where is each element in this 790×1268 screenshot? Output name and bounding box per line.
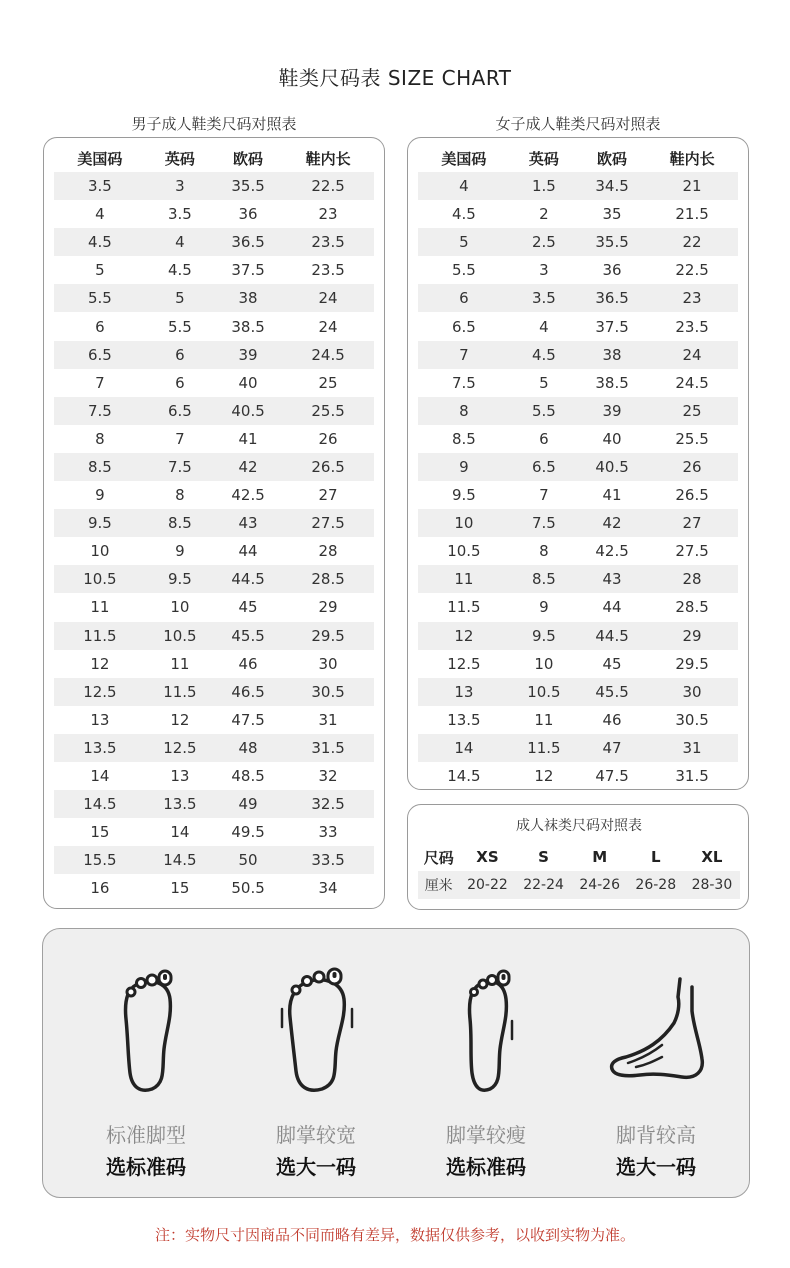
uk-size-cell: 11 [170, 654, 190, 673]
inner-length-cell: 28 [646, 565, 738, 593]
us-size-cell: 5.5 [451, 261, 476, 280]
eu-size-cell: 36 [602, 261, 622, 280]
inner-length-cell: 24.5 [282, 341, 374, 369]
eu-size-cell: 35.5 [578, 228, 646, 256]
us-size-cell: 13.5 [54, 734, 146, 762]
eu-size-cell: 44.5 [578, 622, 646, 650]
table-row [54, 650, 374, 678]
us-size-cell: 14 [418, 734, 510, 762]
inner-length-cell: 32.5 [282, 790, 374, 818]
inner-length-cell: 26.5 [282, 453, 374, 481]
uk-size-cell: 6 [146, 341, 214, 369]
table-row [418, 593, 738, 621]
table-row [54, 706, 374, 734]
uk-size-cell: 10 [534, 654, 554, 673]
socks-range-s: 22-24 [516, 871, 572, 899]
uk-size-cell: 9 [539, 598, 549, 617]
inner-length-cell: 23.5 [675, 317, 709, 336]
eu-size-cell: 48 [214, 734, 282, 762]
eu-size-cell: 44.5 [214, 565, 282, 593]
eu-size-cell: 48.5 [231, 767, 265, 786]
uk-size-cell: 7 [539, 486, 549, 505]
uk-size-cell: 3 [146, 172, 214, 200]
inner-length-cell: 29 [646, 622, 738, 650]
eu-size-cell: 43 [214, 509, 282, 537]
inner-length-cell: 25 [318, 373, 338, 392]
eu-size-cell: 49.5 [231, 823, 265, 842]
eu-size-cell: 44 [602, 598, 622, 617]
us-size-cell: 6.5 [54, 341, 146, 369]
us-size-cell: 8.5 [451, 429, 476, 448]
eu-size-cell: 47 [578, 734, 646, 762]
disclaimer-note: 注：实物尺寸因商品不同而略有差异，数据仅供参考，以收到实物为准。 [154, 1226, 635, 1244]
socks-table-title: 成人袜类尺码对照表 [516, 818, 642, 834]
table-row [54, 509, 374, 537]
us-size-cell: 9 [418, 453, 510, 481]
uk-size-cell: 12.5 [146, 734, 214, 762]
table-row [418, 509, 738, 537]
inner-length-cell: 22.5 [675, 261, 709, 280]
inner-length-cell: 23 [318, 205, 338, 224]
eu-size-cell: 43 [578, 565, 646, 593]
inner-length-cell: 21.5 [675, 205, 709, 224]
table-row [54, 678, 374, 706]
uk-size-cell: 11.5 [146, 678, 214, 706]
women-size-card [407, 137, 749, 790]
uk-size-cell: 12 [170, 710, 190, 729]
eu-size-cell: 40 [602, 429, 622, 448]
us-size-cell: 4 [95, 205, 105, 224]
us-size-cell: 12.5 [54, 678, 146, 706]
socks-size-xl: XL [701, 848, 723, 866]
table-row [54, 397, 374, 425]
us-size-cell: 14 [90, 767, 110, 786]
socks-header-label: 尺码 [423, 848, 454, 867]
inner-length-cell: 25.5 [282, 397, 374, 425]
foot-type-advice: 选大一码 [276, 1155, 356, 1179]
us-size-cell: 4 [418, 172, 510, 200]
us-size-cell: 11.5 [447, 598, 481, 617]
foot-type-advice: 选大一码 [616, 1155, 696, 1179]
us-size-cell: 9.5 [54, 509, 146, 537]
inner-length-cell: 30 [646, 678, 738, 706]
us-size-cell: 7 [95, 373, 105, 392]
eu-size-cell: 50.5 [231, 879, 265, 898]
table-row [418, 256, 738, 284]
table-row [418, 425, 738, 453]
uk-size-cell: 8 [539, 542, 549, 561]
uk-size-cell: 3 [539, 261, 549, 280]
men-size-table [54, 144, 374, 902]
inner-length-cell: 31 [646, 734, 738, 762]
us-size-cell: 9 [95, 486, 105, 505]
table-row [54, 228, 374, 256]
eu-size-cell: 46.5 [214, 678, 282, 706]
header-inner-length: 鞋内长 [669, 149, 715, 168]
socks-header-row [418, 843, 740, 871]
uk-size-cell: 13.5 [146, 790, 214, 818]
uk-size-cell: 8 [175, 486, 185, 505]
women-header-row [418, 144, 738, 172]
eu-size-cell: 46 [602, 710, 622, 729]
us-size-cell: 12 [418, 622, 510, 650]
women-table-title: 女子成人鞋类尺码对照表 [495, 115, 661, 133]
header-uk-size: 英码 [528, 149, 559, 168]
uk-size-cell: 1.5 [510, 172, 578, 200]
table-row [54, 790, 374, 818]
eu-size-cell: 38.5 [231, 317, 265, 336]
women-size-table [418, 144, 738, 790]
eu-size-cell: 44 [238, 542, 258, 561]
eu-size-cell: 42.5 [231, 486, 265, 505]
eu-size-cell: 40 [238, 373, 258, 392]
table-row [418, 453, 738, 481]
uk-size-cell: 2 [539, 205, 549, 224]
uk-size-cell: 5.5 [167, 317, 192, 336]
table-row [54, 341, 374, 369]
inner-length-cell: 21 [646, 172, 738, 200]
eu-size-cell: 39 [214, 341, 282, 369]
table-row [54, 762, 374, 790]
inner-length-cell: 24.5 [675, 373, 709, 392]
us-size-cell: 10.5 [54, 565, 146, 593]
socks-range-xs: 20-22 [459, 871, 515, 899]
inner-length-cell: 31 [318, 710, 338, 729]
table-row [54, 312, 374, 340]
us-size-cell: 8 [418, 397, 510, 425]
inner-length-cell: 33 [318, 823, 338, 842]
eu-size-cell: 41 [238, 429, 258, 448]
inner-length-cell: 31.5 [282, 734, 374, 762]
uk-size-cell: 13 [170, 767, 190, 786]
eu-size-cell: 45 [238, 598, 258, 617]
eu-size-cell: 37.5 [231, 261, 265, 280]
uk-size-cell: 9.5 [146, 565, 214, 593]
us-size-cell: 15.5 [54, 846, 146, 874]
inner-length-cell: 34 [318, 879, 338, 898]
table-row [418, 172, 738, 200]
socks-size-table [418, 843, 740, 899]
foot-type-label: 标准脚型 [106, 1123, 186, 1147]
table-row [418, 762, 738, 790]
table-row [418, 369, 738, 397]
us-size-cell: 3.5 [54, 172, 146, 200]
table-row [418, 650, 738, 678]
table-row [418, 565, 738, 593]
table-row [54, 284, 374, 312]
us-size-cell: 12.5 [447, 654, 481, 673]
eu-size-cell: 41 [602, 486, 622, 505]
socks-range-m: 24-26 [572, 871, 628, 899]
socks-cm-row [418, 871, 740, 899]
eu-size-cell: 35 [602, 205, 622, 224]
us-size-cell: 16 [90, 879, 110, 898]
eu-size-cell: 42.5 [595, 542, 629, 561]
eu-size-cell: 36 [238, 205, 258, 224]
table-row [54, 874, 374, 902]
uk-size-cell: 4.5 [167, 261, 192, 280]
eu-size-cell: 38.5 [595, 373, 629, 392]
inner-length-cell: 26 [646, 453, 738, 481]
men-header-row [54, 144, 374, 172]
inner-length-cell: 30.5 [282, 678, 374, 706]
eu-size-cell: 38 [578, 341, 646, 369]
inner-length-cell: 30 [318, 654, 338, 673]
table-row [418, 622, 738, 650]
inner-length-cell: 27 [318, 486, 338, 505]
uk-size-cell: 5.5 [510, 397, 578, 425]
table-row [418, 481, 738, 509]
eu-size-cell: 42 [578, 509, 646, 537]
foot-type-label: 脚背较高 [616, 1123, 696, 1147]
us-size-cell: 6 [95, 317, 105, 336]
table-row [54, 622, 374, 650]
narrow-foot-icon [436, 959, 536, 1099]
table-row [54, 846, 374, 874]
us-size-cell: 13 [90, 710, 110, 729]
socks-size-xs: XS [476, 848, 499, 866]
uk-size-cell: 10 [170, 598, 190, 617]
uk-size-cell: 14 [170, 823, 190, 842]
socks-size-m: M [592, 848, 608, 866]
eu-size-cell: 34.5 [578, 172, 646, 200]
inner-length-cell: 24 [318, 317, 338, 336]
table-row [54, 369, 374, 397]
header-us-size: 美国码 [77, 149, 123, 168]
table-row [54, 256, 374, 284]
socks-size-card [407, 804, 749, 910]
header-inner-length: 鞋内长 [305, 149, 351, 168]
inner-length-cell: 31.5 [675, 767, 709, 786]
inner-length-cell: 23.5 [311, 261, 345, 280]
uk-size-cell: 11 [534, 710, 554, 729]
foot-type-narrow [411, 959, 561, 1179]
uk-size-cell: 6 [539, 429, 549, 448]
wide-foot-icon [266, 959, 366, 1099]
us-size-cell: 13 [418, 678, 510, 706]
foot-type-label: 脚掌较宽 [276, 1123, 356, 1147]
inner-length-cell: 29.5 [282, 622, 374, 650]
eu-size-cell: 36.5 [578, 284, 646, 312]
us-size-cell: 7.5 [54, 397, 146, 425]
table-row [418, 678, 738, 706]
eu-size-cell: 42 [214, 453, 282, 481]
eu-size-cell: 38 [214, 284, 282, 312]
foot-type-wide [241, 959, 391, 1179]
us-size-cell: 14.5 [447, 767, 481, 786]
uk-size-cell: 10.5 [510, 678, 578, 706]
eu-size-cell: 49 [214, 790, 282, 818]
socks-range-l: 26-28 [628, 871, 684, 899]
inner-length-cell: 23 [646, 284, 738, 312]
uk-size-cell: 5 [146, 284, 214, 312]
uk-size-cell: 6.5 [146, 397, 214, 425]
us-size-cell: 8.5 [54, 453, 146, 481]
us-size-cell: 10 [418, 509, 510, 537]
table-row [418, 200, 738, 228]
uk-size-cell: 14.5 [146, 846, 214, 874]
inner-length-cell: 26.5 [675, 486, 709, 505]
uk-size-cell: 8.5 [510, 565, 578, 593]
us-size-cell: 15 [90, 823, 110, 842]
us-size-cell: 7.5 [451, 373, 476, 392]
table-row [418, 537, 738, 565]
uk-size-cell: 7.5 [146, 453, 214, 481]
header-us-size: 美国码 [441, 149, 487, 168]
standard-foot-icon [96, 959, 196, 1099]
socks-size-l: L [650, 848, 661, 866]
table-row [54, 818, 374, 846]
us-size-cell: 6 [418, 284, 510, 312]
uk-size-cell: 15 [170, 879, 190, 898]
inner-length-cell: 25 [646, 397, 738, 425]
uk-size-cell: 6.5 [510, 453, 578, 481]
us-size-cell: 6.5 [451, 317, 476, 336]
us-size-cell: 11 [90, 598, 110, 617]
inner-length-cell: 28.5 [282, 565, 374, 593]
uk-size-cell: 4 [539, 317, 549, 336]
eu-size-cell: 39 [578, 397, 646, 425]
inner-length-cell: 29.5 [675, 654, 709, 673]
foot-type-panel [42, 928, 750, 1198]
header-eu-size: 欧码 [597, 149, 628, 168]
eu-size-cell: 45.5 [578, 678, 646, 706]
us-size-cell: 4.5 [451, 205, 476, 224]
table-row [418, 341, 738, 369]
us-size-cell: 10 [90, 542, 110, 561]
table-row [54, 593, 374, 621]
inner-length-cell: 23.5 [282, 228, 374, 256]
inner-length-cell: 27 [646, 509, 738, 537]
us-size-cell: 12 [90, 654, 110, 673]
table-row [54, 200, 374, 228]
us-size-cell: 5.5 [54, 284, 146, 312]
eu-size-cell: 45.5 [214, 622, 282, 650]
eu-size-cell: 50 [214, 846, 282, 874]
men-table-title: 男子成人鞋类尺码对照表 [131, 115, 297, 133]
inner-length-cell: 27.5 [282, 509, 374, 537]
table-row [418, 734, 738, 762]
table-row [54, 565, 374, 593]
inner-length-cell: 22 [646, 228, 738, 256]
inner-length-cell: 27.5 [675, 542, 709, 561]
foot-type-advice: 选标准码 [446, 1155, 526, 1179]
us-size-cell: 11 [418, 565, 510, 593]
uk-size-cell: 4.5 [510, 341, 578, 369]
uk-size-cell: 11.5 [510, 734, 578, 762]
eu-size-cell: 45 [602, 654, 622, 673]
men-size-card [43, 137, 385, 909]
table-row [418, 284, 738, 312]
inner-length-cell: 32 [318, 767, 338, 786]
inner-length-cell: 24 [646, 341, 738, 369]
inner-length-cell: 33.5 [282, 846, 374, 874]
inner-length-cell: 28 [318, 542, 338, 561]
uk-size-cell: 3.5 [167, 205, 192, 224]
us-size-cell: 5 [95, 261, 105, 280]
table-row [418, 397, 738, 425]
uk-size-cell: 8.5 [146, 509, 214, 537]
inner-length-cell: 28.5 [675, 598, 709, 617]
table-row [54, 734, 374, 762]
us-size-cell: 5 [418, 228, 510, 256]
socks-range-xl: 28-30 [684, 871, 740, 899]
foot-type-advice: 选标准码 [106, 1155, 186, 1179]
eu-size-cell: 37.5 [595, 317, 629, 336]
socks-size-s: S [538, 848, 549, 866]
socks-row-label: 厘米 [418, 871, 459, 899]
foot-type-standard [71, 959, 221, 1179]
eu-size-cell: 47.5 [595, 767, 629, 786]
us-size-cell: 7 [418, 341, 510, 369]
us-size-cell: 14.5 [54, 790, 146, 818]
eu-size-cell: 36.5 [214, 228, 282, 256]
uk-size-cell: 3.5 [510, 284, 578, 312]
table-row [418, 228, 738, 256]
table-row [418, 706, 738, 734]
us-size-cell: 11.5 [54, 622, 146, 650]
inner-length-cell: 24 [282, 284, 374, 312]
foot-type-high-instep [581, 959, 731, 1179]
uk-size-cell: 10.5 [146, 622, 214, 650]
us-size-cell: 9.5 [451, 486, 476, 505]
us-size-cell: 8 [95, 429, 105, 448]
table-row [54, 481, 374, 509]
eu-size-cell: 40.5 [578, 453, 646, 481]
inner-length-cell: 25.5 [675, 429, 709, 448]
table-row [54, 453, 374, 481]
header-uk-size: 英码 [164, 149, 195, 168]
uk-size-cell: 5 [539, 373, 549, 392]
us-size-cell: 10.5 [447, 542, 481, 561]
us-size-cell: 13.5 [447, 710, 481, 729]
uk-size-cell: 9 [175, 542, 185, 561]
us-size-cell: 4.5 [54, 228, 146, 256]
uk-size-cell: 12 [534, 767, 554, 786]
uk-size-cell: 7 [175, 429, 185, 448]
table-row [54, 537, 374, 565]
table-row [54, 172, 374, 200]
eu-size-cell: 46 [238, 654, 258, 673]
uk-size-cell: 7.5 [510, 509, 578, 537]
table-row [54, 425, 374, 453]
eu-size-cell: 47.5 [231, 710, 265, 729]
uk-size-cell: 4 [146, 228, 214, 256]
eu-size-cell: 40.5 [214, 397, 282, 425]
table-row [418, 312, 738, 340]
eu-size-cell: 35.5 [214, 172, 282, 200]
uk-size-cell: 6 [175, 373, 185, 392]
inner-length-cell: 30.5 [675, 710, 709, 729]
inner-length-cell: 26 [318, 429, 338, 448]
high-instep-foot-icon [606, 959, 706, 1099]
uk-size-cell: 2.5 [510, 228, 578, 256]
foot-type-label: 脚掌较瘦 [446, 1123, 526, 1147]
inner-length-cell: 29 [318, 598, 338, 617]
header-eu-size: 欧码 [233, 149, 264, 168]
inner-length-cell: 22.5 [282, 172, 374, 200]
chart-title: 鞋类尺码表 SIZE CHART [278, 66, 512, 90]
uk-size-cell: 9.5 [510, 622, 578, 650]
